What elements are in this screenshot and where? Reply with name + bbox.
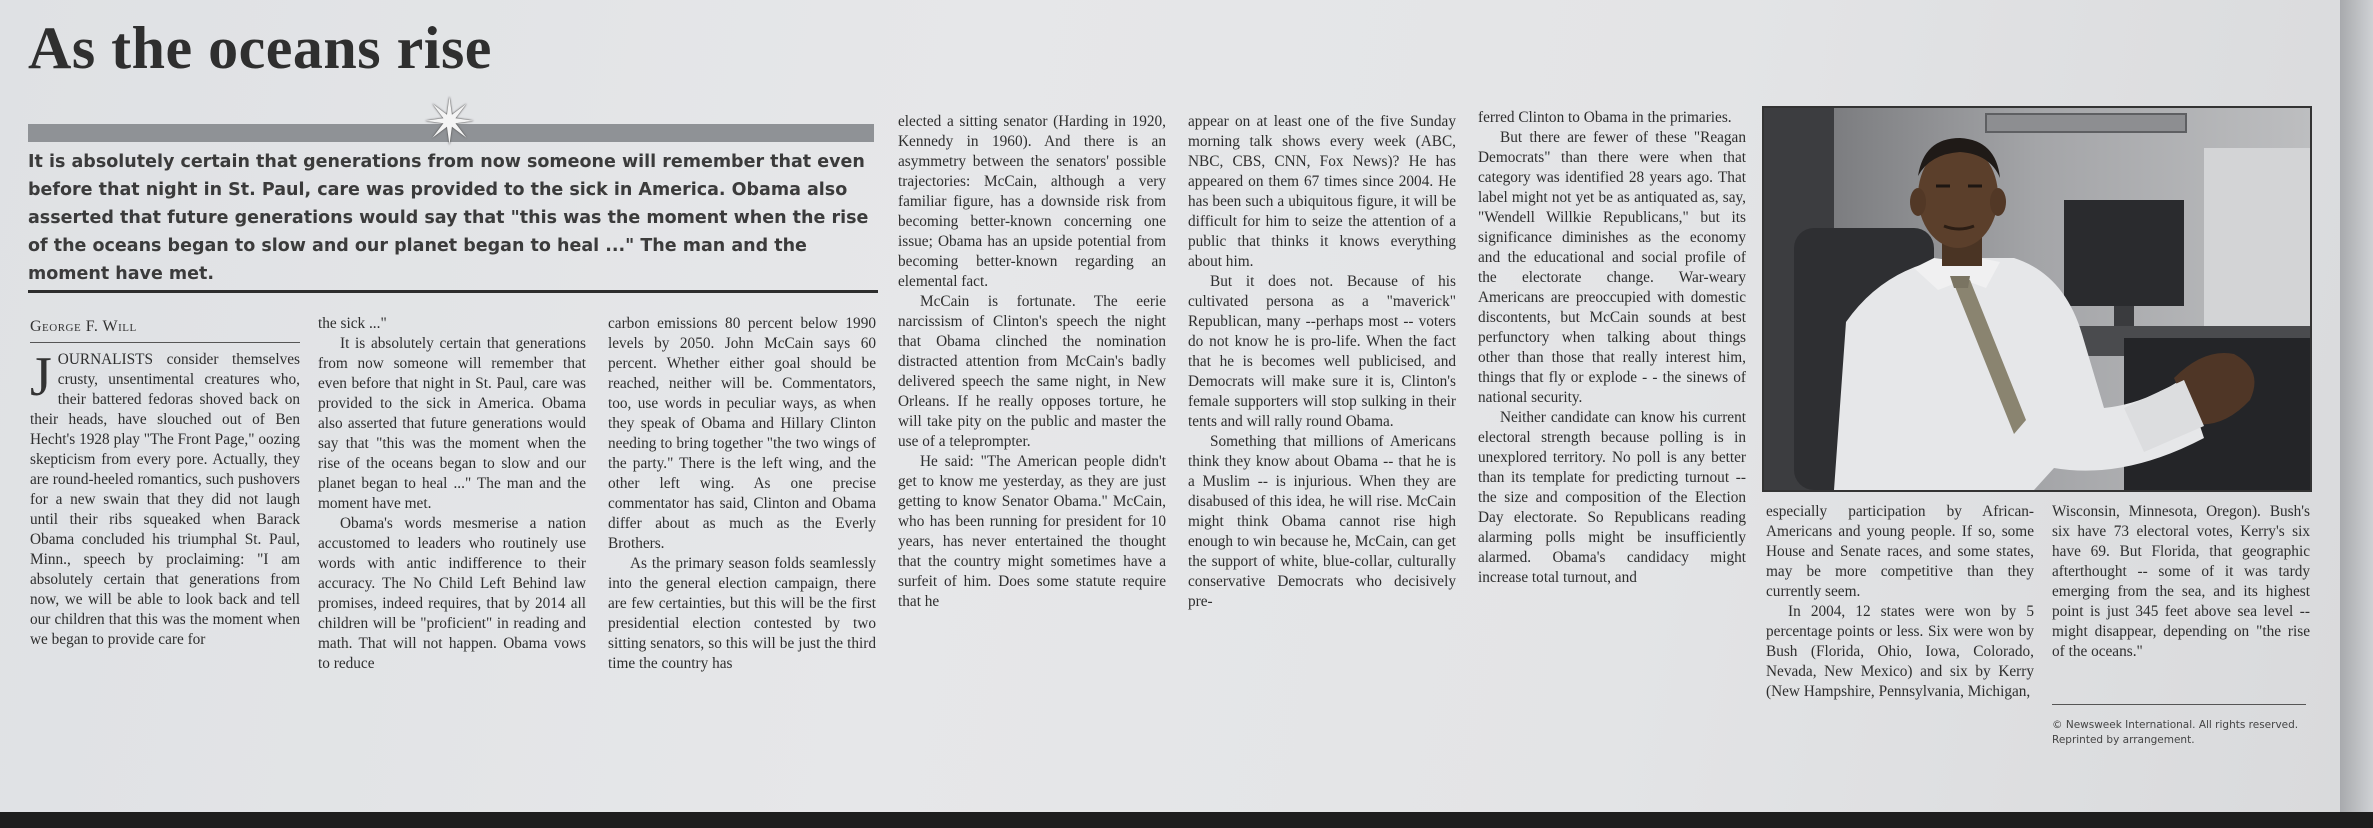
paragraph: As the primary season folds seamlessly into the general election campaign, there are few certainties, but this will be the first presidential election contested by two sitting senators, so this will be just the third time the country has <box>608 555 876 672</box>
paragraph: especially participation by African-Americans and young people. If so, some House and Senate races, and some states, may be more competitive than they currently seem. <box>1766 503 2034 600</box>
column-1 <box>30 346 300 650</box>
column-6 <box>1478 108 1746 588</box>
paragraph: It is absolutely certain that generations from now someone will remember that even before that night in St. Paul, care was provided to the sick in America. Obama also asserted that future generations would say that "this was the moment when the rise of the oceans began to slow and our planet began to heal ..." The man and the moment have met. <box>318 335 586 512</box>
paragraph: He said: "The American people didn't get to know me yesterday, as they are just getting to know Senator Obama." McCain, who has been running for president for 10 years, has never entertained the thought that the country might sometimes have a surfeit of him. Does some statute require that he <box>898 453 1166 610</box>
paragraph: OURNALISTS consider themselves crusty, unsentimental creatures who, their battered fedoras shoved back on their heads, have slouched out of Ben Hecht's 1928 play "The Front Page," oozing skepticism from every pore. Actually, they are round-heeled romantics, such pushovers for a new swain that they did not laugh until their ribs squeaked when Barack Obama concluded his triumphal St. Paul, Minn., speech by proclaiming: "I am absolutely certain that generations from now, we will be able to look back and tell our children that this was the moment when we began to provide care for <box>30 351 300 648</box>
drop-cap: J <box>30 346 52 408</box>
column-8 <box>2052 502 2310 662</box>
copyright-credit <box>2052 718 2310 748</box>
page-edge <box>2340 0 2373 828</box>
paragraph: elected a sitting senator (Harding in 1920, Kennedy in 1960). And there is an asymmetry between the senators' possible trajectories: McCain, although a very familiar figure, has a downside risk from becoming better-known concerning one issue; Obama has an upside potential from becoming better-known regarding an elemental fact. <box>898 113 1166 290</box>
column-2 <box>318 314 586 674</box>
paragraph: carbon emissions 80 percent below 1990 levels by 2050. John McCain says 60 percent. Whether either goal should be reached, neither will be. Commentators, too, use words in peculiar ways, as when they speak of Obama and Hillary Clinton needing to bring together "the two wings of the party." There is the left wing, and the other left wing. As one precise commentator has said, Clinton and Obama differ about as much as the Everly Brothers. <box>608 315 876 552</box>
column-3 <box>608 314 876 674</box>
paragraph: Something that millions of Americans think they know about Obama -- that he is a Muslim -- is injurious. When they are disabused of this idea, he will rise. McCain might think Obama cannot rise high enough to win because he, McCain, can get the support of white, blue-collar, culturally conservative Democrats who decisively pre- <box>1188 433 1456 610</box>
byline: George F. Will <box>30 318 137 335</box>
page-shadow <box>0 812 2373 828</box>
headline: As the oceans rise <box>28 15 492 81</box>
column-4 <box>898 112 1166 612</box>
deck-rule <box>28 290 878 293</box>
paragraph: But it does not. Because of his cultivated persona as a "maverick" Republican, many --perhaps most -- voters do not know he is pro-life. When the fact that he is becomes well publicised, and Democrats will make sure it is, Clinton's female supporters will stop sulking in their tents and will rally round Obama. <box>1188 273 1456 430</box>
paragraph: ferred Clinton to Obama in the primaries. <box>1478 109 1732 126</box>
paragraph: McCain is fortunate. The eerie narcissism of Clinton's speech the night that Obama clinched the nomination distracted attention from McCain's badly delivered speech the same night, in New Orleans. If he really opposes torture, he will take pity on the public and master the use of a teleprompter. <box>898 293 1166 450</box>
end-rule <box>2052 704 2306 705</box>
paragraph: the sick ..." <box>318 315 387 332</box>
paragraph: Obama's words mesmerise a nation accustomed to leaders who routinely use words with antic indifference to their accuracy. The No Child Left Behind law promises, indeed requires, that by 2014 all children will be "proficient" in reading and math. That will not happen. Obama vows to reduce <box>318 515 586 672</box>
byline-rule <box>30 342 300 343</box>
paragraph: But there are fewer of these "Reagan Democrats" than there were when that category was identified 28 years ago. That label might not yet be as antiquated as, say, "Wendell Willkie Republicans," but its significance diminishes as the economy and the educational and social profile of the electorate change. War-weary Americans are preoccupied with domestic discontents, but McCain sounds at best perfunctory when talking about things other than those that really interest him, things that fly or explode - - the sinews of national security. <box>1478 129 1746 406</box>
paragraph: Neither candidate can know his current electoral strength because polling is in unexplored territory. No poll is any better than its template for predicting turnout -- the size and composition of the Election Day electorate. So Republicans reading alarming polls might be insufficiently alarmed. Obama's candidacy might increase total turnout, and <box>1478 409 1746 586</box>
paragraph: In 2004, 12 states were won by 5 percentage points or less. Six were won by Bush (Florida, Ohio, Iowa, Colorado, Nevada, New Mexico) and six by Kerry (New Hampshire, Pennsylvania, Michigan, <box>1766 603 2034 700</box>
paragraph: appear on at least one of the five Sunday morning talk shows every week (ABC, NBC, CBS, CNN, Fox News)? He has appeared on them 67 times since 2004. He has been such a ubiquitous figure, it will be difficult for him to seize the attention of a public that thinks it knows everything about him. <box>1188 113 1456 270</box>
column-7 <box>1766 502 2034 702</box>
column-5 <box>1188 112 1456 612</box>
deck-text: It is absolutely certain that generations from now someone will remember that even before that night in St. Paul, care was provided to the sick in America. Obama also asserted that future generations would say that "this was the moment when the rise of the oceans began to slow and our planet began to heal ..." The man and the moment have met. <box>28 152 869 284</box>
paragraph: Wisconsin, Minnesota, Oregon). Bush's six have 73 electoral votes, Kerry's six have 69. But Florida, that geographic afterthought -- some of it was tardy emerging from the sea, and its highest point is just 345 feet above sea level -- might disappear, depending on "the rise of the oceans." <box>2052 503 2310 660</box>
credit-line: © Newsweek International. All rights reserved. <box>2052 719 2299 731</box>
starburst-icon: ✴ <box>423 86 477 160</box>
credit-line: Reprinted by arrangement. <box>2052 734 2195 746</box>
portrait-illustration <box>1764 108 2310 490</box>
obama-photo <box>1762 106 2312 492</box>
